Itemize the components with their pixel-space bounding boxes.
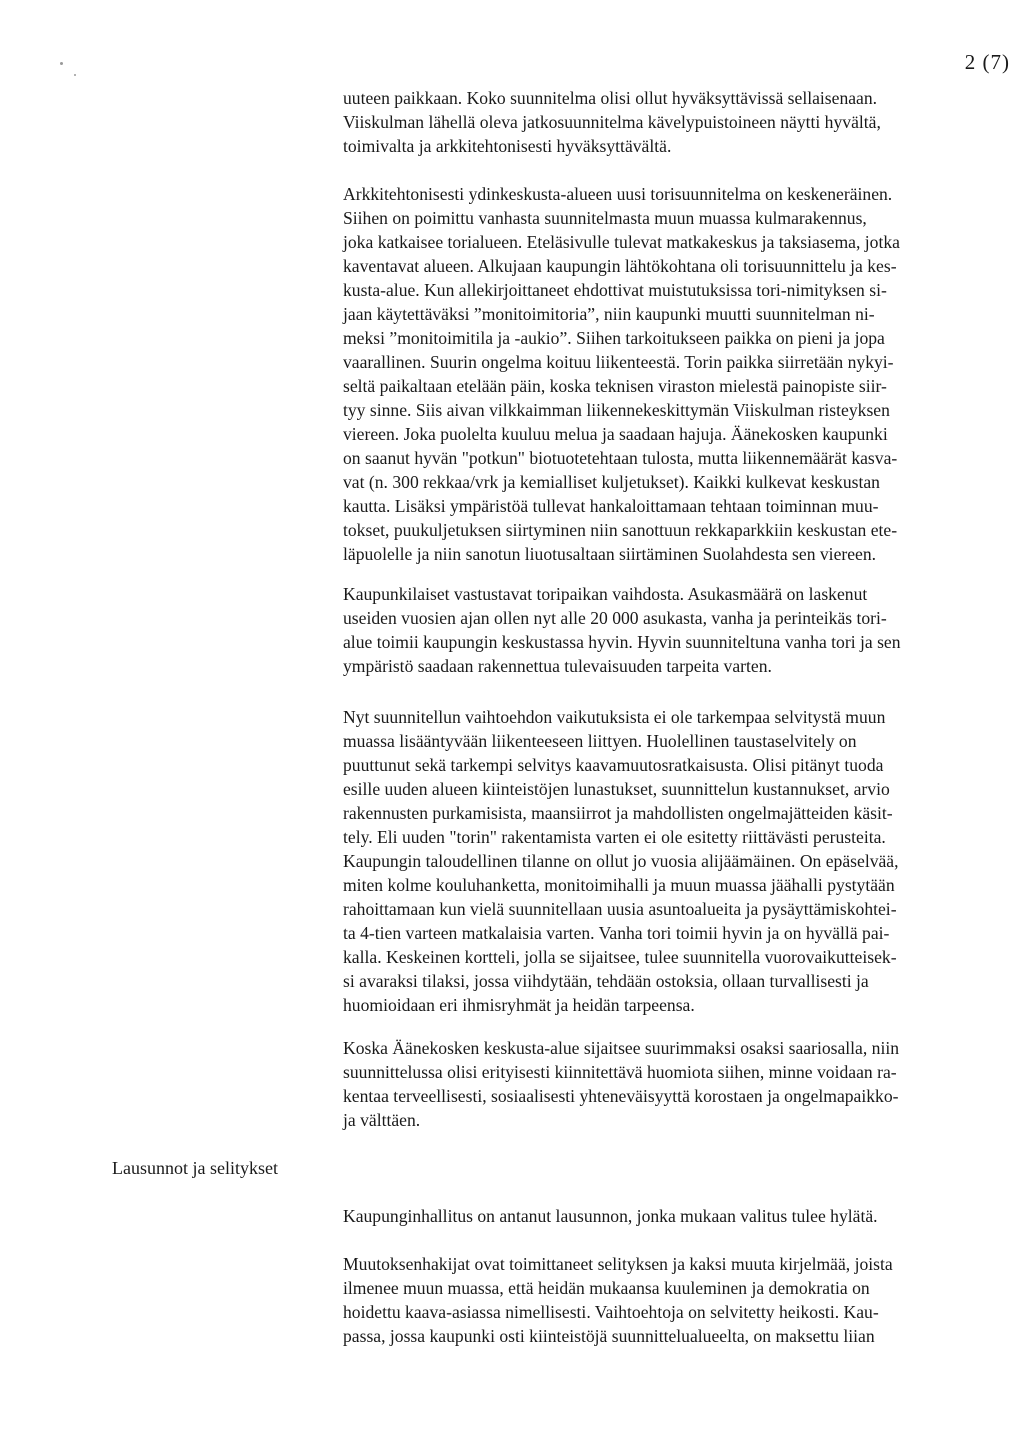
paragraph-6: Kaupunginhallitus on antanut lausunnon, jonka mukaan valitus tulee hylätä. [343, 1206, 878, 1226]
page-number: 2 (7) [964, 50, 1010, 74]
scan-speck [60, 62, 63, 65]
paragraph-5: Koska Äänekosken keskusta-alue sijaitsee suurimmaksi osaksi saariosalla, niin suunnittelussa olisi erityisesti kiinnitettävä huomiota siihen, minne voidaan ra- kentaa terveellisesti, sosiaalisesti yhteneväisyyttä korostaen ja ongelmapaikko- ja välttäen. [343, 1038, 900, 1130]
paragraph-4: Nyt suunnitellun vaihtoehdon vaikutuksista ei ole tarkempaa selvitystä muun muassa lisääntyvään liikenteeseen liittyen. Huolellinen taustaselvitely on puuttunut sekä tarkempi selvitys kaavamuutosratkaisusta. Olisi pitänyt tuoda esille uuden alueen kiinteistöjen lunastukset, suunnittelun kustannukset, arvio rakennusten purkamisista, maansiirrot ja mahdollisten ongelmajätteiden käsit- tely. Eli uuden "torin" rakentamista varten ei ole esitetty riittävästi perusteita. Kaupungin taloudellinen tilanne on ollut jo vuosia alijäämäinen. On epäselvää, miten kolme kouluhanketta, monitoimihalli ja muun muassa jäähalli pystytään rahoittamaan kun vielä suunnitellaan uusia asuntoalueita ja pysäyttämiskohtei- ta 4-tien varteen matkalaisia varten. Vanha tori toimii hyvin ja on hyvällä pai- kalla. Keskeinen kortteli, jolla se sijaitsee, tulee suunnitella vuorovaikutteisek- si avaraksi tilaksi, jossa viihdytään, tehdään ostoksia, ollaan turvallisesti ja huomioidaan eri ihmisryhmät ja heidän tarpeensa. [343, 707, 899, 1015]
paragraph-7: Muutoksenhakijat ovat toimittaneet selityksen ja kaksi muuta kirjelmää, joista ilmenee muun muassa, että heidän mukaansa kuuleminen ja demokratia on hoidettu kaava-asiassa nimellisesti. Vaihtoehtoja on selvitetty heikosti. Kau- passa, jossa kaupunki osti kiinteistöjä suunnittelualueelta, on maksettu liian [343, 1254, 893, 1346]
paragraph-1: uuteen paikkaan. Koko suunnitelma olisi ollut hyväksyttävissä sellaisenaan. Viiskulman lähellä oleva jatkosuunnitelma kävelypuistoineen näytti hyvältä, toimivalta ja arkkitehtonisesti hyväksyttävältä. [343, 88, 881, 156]
paragraph-2: Arkkitehtonisesti ydinkeskusta-alueen uusi torisuunnitelma on keskeneräinen. Siihen on poimittu vanhasta suunnitelmasta muun muassa kulmarakennus, joka katkaisee torialueen. Eteläsivulle tulevat matkakeskus ja taksiasema, jotka kaventavat alueen. Alkujaan kaupungin lähtökohtana oli torisuunnittelu ja kes- kusta-alue. Kun allekirjoittaneet ehdottivat muistutuksissa tori-nimityksen si- jaan käytettäväksi ”monitoimitoria”, niin kaupunki muutti suunnitelman ni- meksi ”monitoimitila ja -aukio”. Siihen tarkoitukseen paikka on pieni ja jopa vaarallinen. Suurin ongelma koituu liikenteestä. Torin paikka siirretään nykyi- seltä paikaltaan etelään päin, koska teknisen viraston mielestä painopiste siir- tyy sinne. Siis aivan vilkkaimman liikennekeskittymän Viiskulman risteyksen viereen. Joka puolelta kuuluu melua ja saadaan hajuja. Äänekosken kaupunki on saanut hyvän "potkun" biotuotetehtaan tulosta, mutta liikennemäärät kasva- vat (n. 300 rekkaa/vrk ja kemialliset kuljetukset). Kaikki kulkevat keskustan kautta. Lisäksi ympäristöä tullevat hankaloittamaan tehtaan toiminnan muu- tokset, puukuljetuksen siirtyminen niin sanottuun rekkaparkkiin keskustan ete- läpuolelle ja niin sanotun liuotusaltaan siirtäminen Suolahdesta sen viereen. [343, 184, 900, 564]
paragraph-3: Kaupunkilaiset vastustavat toripaikan vaihdosta. Asukasmäärä on laskenut useiden vuosien ajan ollen nyt alle 20 000 asukasta, vanha ja perinteikäs tori- alue toimii kaupungin keskustassa hyvin. Hyvin suunniteltuna vanha tori ja sen ympäristö saadaan rakennettua tulevaisuuden tarpeita varten. [343, 584, 901, 676]
side-heading-lausunnot: Lausunnot ja selitykset [112, 1158, 278, 1178]
scan-speck [74, 74, 76, 76]
